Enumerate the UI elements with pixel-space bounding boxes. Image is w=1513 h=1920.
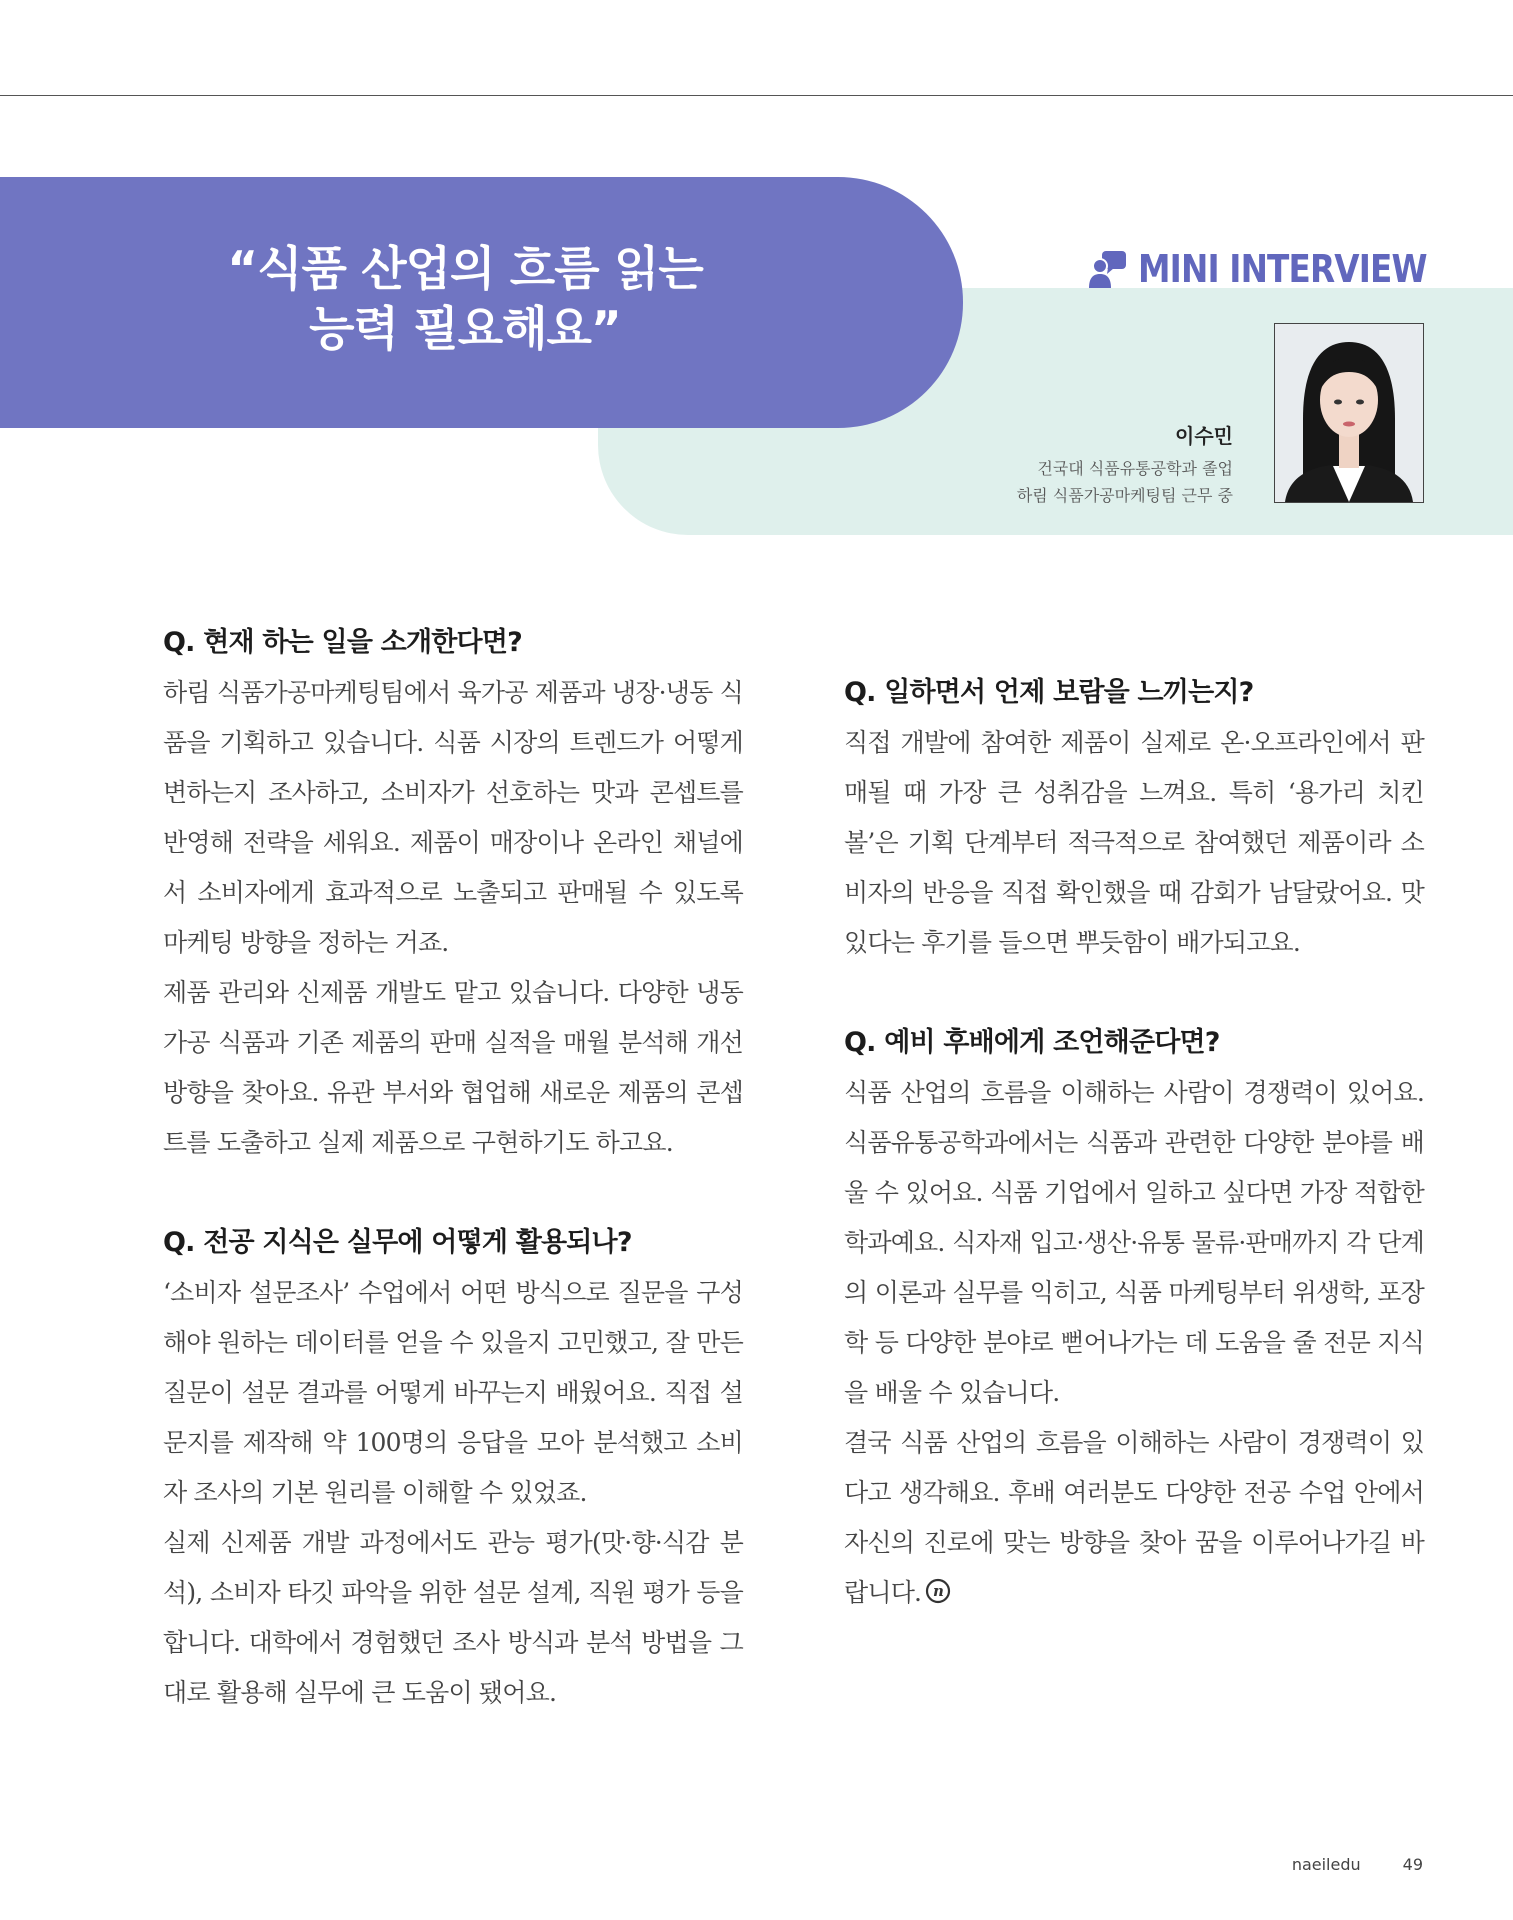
person-speech-icon [1088,249,1128,289]
answer-paragraph: 직접 개발에 참여한 제품이 실제로 온·오프라인에서 판매될 때 가장 큰 성취감을 느껴요. 특히 ‘용가리 치킨볼’은 기획 단계부터 적극적으로 참여했던 제품이라 소비자의 반응을 직접 확인했을 때 감회가 남달랐어요. 맛있다는 후기를 들으면 뿌듯함이 배가되고요. [844,728,1424,957]
headline-line-2: 능력 필요해요” [309,302,621,357]
n-emblem-icon [925,1578,951,1604]
article-headline [0,240,930,360]
answer-paragraph: 제품 관리와 신제품 개발도 맡고 있습니다. 다양한 냉동 가공 식품과 기존 제품의 판매 실적을 매월 분석해 개선 방향을 찾아요. 유관 부서와 협업해 새로운 제품의 콘셉트를 도출하고 실제 제품으로 구현하기도 하고요. [163,978,743,1157]
question-heading: Q. 예비 후배에게 조언해준다면? [844,1027,1220,1058]
page-number: 49 [1402,1855,1423,1874]
left-column [163,618,743,1718]
answer-paragraph: ‘소비자 설문조사’ 수업에서 어떤 방식으로 질문을 구성해야 원하는 데이터를 얻을 수 있을지 고민했고, 잘 만든 질문이 설문 결과를 어떻게 바꾸는지 배웠어요. 직접 설문지를 제작해 약 100명의 응답을 모아 분석했고 소비자 조사의 기본 원리를 이해할 수 있었죠. [163,1278,743,1507]
closing-text: 결국 식품 산업의 흐름을 이해하는 사람이 경쟁력이 있다고 생각해요. 후배 여러분도 다양한 전공 수업 안에서 자신의 진로에 맞는 방향을 찾아 꿈을 이루어나가길 바랍니다. [844,1428,1424,1607]
svg-text:n: n [933,1582,944,1600]
section-label [1088,247,1474,291]
top-rule [0,95,1513,96]
question-heading: Q. 일하면서 언제 보람을 느끼는지? [844,677,1254,708]
right-column [844,668,1424,1618]
question-heading: Q. 현재 하는 일을 소개한다면? [163,627,522,658]
interviewee-position: 하림 식품가공마케팅팀 근무 중 [1016,486,1233,505]
interviewee-name: 이수민 [1175,424,1233,448]
answer-paragraph: 식품 산업의 흐름을 이해하는 사람이 경쟁력이 있어요. 식품유통공학과에서는 식품과 관련한 다양한 분야를 배울 수 있어요. 식품 기업에서 일하고 싶다면 가장 적합한 학과예요. 식자재 입고·생산·유통 물류·판매까지 각 단계의 이론과 실무를 익히고, 식품 마케팅부터 위생학, 포장학 등 다양한 분야로 뻗어나가는 데 도움을 줄 전문 지식을 배울 수 있습니다. [844,1078,1424,1407]
footer-brand: naeiledu [1291,1855,1361,1874]
headline-line-1: “식품 산업의 흐름 읽는 [227,242,703,297]
question-heading: Q. 전공 지식은 실무에 어떻게 활용되나? [163,1227,632,1258]
answer-paragraph: 하림 식품가공마케팅팀에서 육가공 제품과 냉장·냉동 식품을 기획하고 있습니다. 식품 시장의 트렌드가 어떻게 변하는지 조사하고, 소비자가 선호하는 맛과 콘셉트를 반영해 전략을 세워요. 제품이 매장이나 온라인 채널에서 소비자에게 효과적으로 노출되고 판매될 수 있도록 마케팅 방향을 정하는 거죠. [163,678,743,957]
interviewee-education: 건국대 식품유통공학과 졸업 [1037,459,1233,478]
interviewee-photo [1274,323,1424,503]
page-footer [1292,1855,1423,1874]
answer-paragraph: 실제 신제품 개발 과정에서도 관능 평가(맛·향·식감 분석), 소비자 타깃 파악을 위한 설문 설계, 직원 평가 등을 합니다. 대학에서 경험했던 조사 방식과 분석 방법을 그대로 활용해 실무에 큰 도움이 됐어요. [163,1528,743,1707]
interviewee-info [1017,420,1233,509]
section-label-text: MINI INTERVIEW [1138,247,1427,291]
answer-paragraph [844,1418,1424,1618]
